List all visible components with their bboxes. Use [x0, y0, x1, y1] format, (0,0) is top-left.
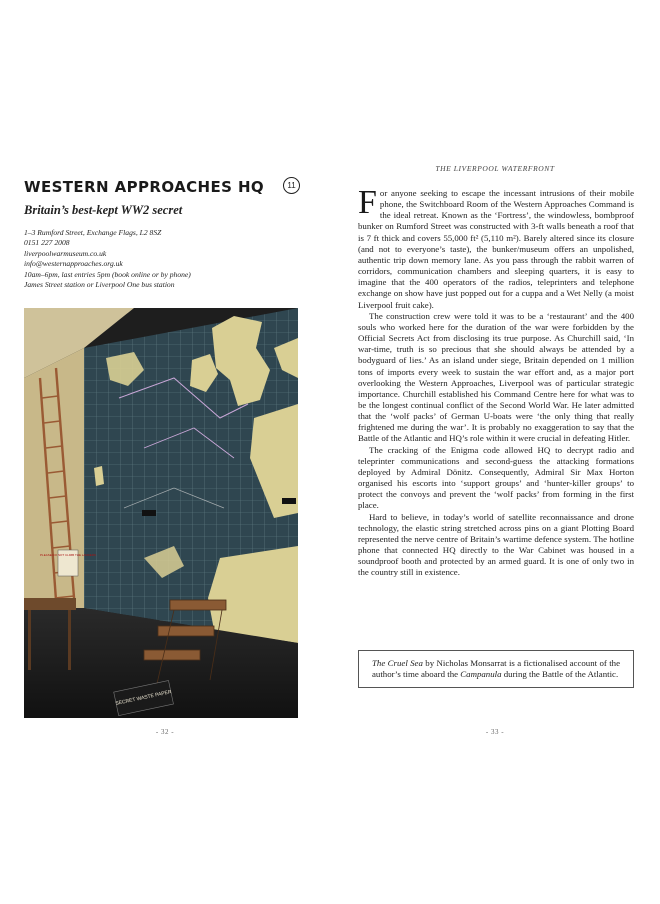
paragraph-3: The cracking of the Enigma code allowed HQ to decrypt radio and teleprinter communications and second-guess the attacking formations deployed by Admiral Dönitz. Consequently, Admiral Sir Max Horton organised his escorts into ‘support groups’ and ‘hunter-killer groups’ to protect the convoys and prevent the ‘wolf packs’ from forming in the first place. — [358, 444, 634, 511]
book-title: The Cruel Sea — [372, 658, 423, 668]
entry-number-badge: 11 — [283, 177, 300, 194]
website: liverpoolwarmuseum.co.uk — [24, 248, 107, 258]
opening-hours: 10am–6pm, last entries 5pm (book online or by phone) — [24, 269, 191, 279]
paragraph-1-text: or anyone seeking to escape the incessant intrusions of their mobile phone, the Switchboard Room of the Western Approaches Command is the ideal retreat. Known as the ‘Fortress’, the windowless, bombproof bunker on Rumford Street was constructed with 3-ft walls beneath a roof that is 7 ft thick and covers 55,000 ft² (5,110 m²). Barely altered since its closure (and not to everyone’s taste), the bunker/museum offers an unpolished, authentic trip down memory lane. As you pass through the rabbit warren of corridors, communication chambers and sleeping quarters, it is easy to imagine that the 400 operators of the radios, teleprinters and telephone exchange on show have just popped out for a cuppa and a Wet Nelly (a moist Liverpool fruit cake). — [358, 188, 634, 310]
right-page — [330, 0, 660, 904]
drop-cap: F — [358, 184, 377, 221]
running-head: THE LIVERPOOL WATERFRONT — [435, 164, 555, 173]
email: info@westernapproaches.org.uk — [24, 259, 123, 269]
transport: James Street station or Liverpool One bus station — [24, 280, 175, 290]
box-text-a: by Nicholas Monsarrat is a fictionalised account of the author’s time aboard the — [372, 658, 620, 680]
ladder-sign-text: PLEASE DO NOT CLIMB THE LADDERS — [40, 553, 96, 557]
article-body — [358, 184, 634, 578]
paragraph-1 — [358, 184, 634, 311]
paragraph-2: The construction crew were told it was to be a ‘restaurant’ and the 400 souls who worked here for the duration of the war were forbidden by the Official Secrets Act from disclosing its true purpose. As Churchill said, ‘In war-time, truth is so precious that she should always be attended by a bodyguard of lies.’ As an island under siege, Britain depended on 1 million tons of imports every week to sustain the war effort and, as a major port overlooking the Western Approaches, Liverpool was of particular strategic importance. Churchill established his Command Centre here for what was to be the longest continual conflict of the Second World War. He later admitted that the ‘wolf packs’ of German U-boats were ‘the only thing that really frightened me during the war’. It is probably no exaggeration to say that the Battle of the Atlantic and HQ’s role within it were crucial in defeating Hitler. — [358, 310, 634, 444]
ship-name: Campanula — [460, 669, 502, 680]
address: 1–3 Rumford Street, Exchange Flags, L2 8SZ — [24, 228, 162, 237]
entry-title: WESTERN APPROACHES HQ — [24, 178, 265, 196]
phone: 0151 227 2008 — [24, 238, 70, 248]
page-number-right: - 33 - — [485, 728, 505, 736]
secret-bin-label: SECRET WASTE PAPER — [115, 689, 173, 707]
paragraph-4: Hard to believe, in today’s world of satellite reconnaissance and drone technology, the elastic string stretched across pins on a giant Plotting Board represented the nerve centre of Britain’s wartime defence system. The hotline phone that connected HQ directly to the War Cabinet was housed in a soundproof booth and protected by an armed guard. It is one of only two in the country still in existence. — [358, 511, 634, 578]
plotting-room-photo — [24, 308, 298, 718]
sidebar-box — [358, 650, 634, 688]
entry-subtitle: Britain’s best-kept WW2 secret — [24, 203, 183, 217]
page-number-left: - 32 - — [155, 728, 175, 736]
box-text-b: during the Battle of the Atlantic. — [501, 669, 619, 680]
entry-info-list — [24, 228, 191, 290]
